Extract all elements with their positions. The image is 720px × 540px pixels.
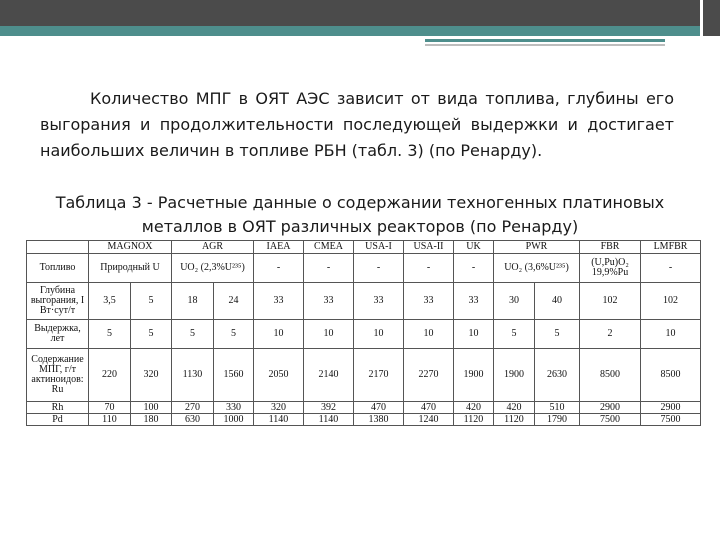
table-row [27, 349, 701, 402]
table-cell: 33 [404, 283, 454, 320]
top-accent-band [0, 26, 720, 36]
row-label: Выдержка, лет [27, 320, 89, 349]
table-cell: 1900 [494, 349, 535, 402]
header-corner [27, 241, 89, 254]
table-cell: 5 [172, 320, 214, 349]
header-cell: LMFBR [641, 241, 701, 254]
header-cell: PWR [494, 241, 580, 254]
header-cell: CMEA [304, 241, 354, 254]
row-label: Топливо [27, 254, 89, 283]
table-cell: 5 [535, 320, 580, 349]
header-cell: USA-II [404, 241, 454, 254]
table-cell: 470 [354, 402, 404, 414]
table-cell: 30 [494, 283, 535, 320]
table-cell: 2170 [354, 349, 404, 402]
table-cell: 2630 [535, 349, 580, 402]
table-cell: 24 [214, 283, 254, 320]
table-cell: 10 [354, 320, 404, 349]
table-cell: 1900 [454, 349, 494, 402]
table-cell: 18 [172, 283, 214, 320]
table-cell: 40 [535, 283, 580, 320]
content-label: Содержание МПГ, г/т актиноидов: [31, 354, 84, 385]
table-cell: - [254, 254, 304, 283]
table-cell: 102 [641, 283, 701, 320]
row-label: Rh [27, 402, 89, 414]
table-cell: 2140 [304, 349, 354, 402]
table-cell: 33 [304, 283, 354, 320]
header-cell: IAEA [254, 241, 304, 254]
table-cell: - [354, 254, 404, 283]
table-cell: UO₂ (2,3%U²³⁵) [172, 254, 254, 283]
table-cell: - [404, 254, 454, 283]
table-row [27, 414, 701, 426]
table-cell: 2050 [254, 349, 304, 402]
decor-line-gray [425, 44, 665, 46]
ru-label: Ru [51, 384, 64, 395]
table-cell: 270 [172, 402, 214, 414]
table-cell: (U,Pu)O₂ 19,9%Pu [580, 254, 641, 283]
table-cell: 320 [131, 349, 172, 402]
table-cell: 5 [89, 320, 131, 349]
table-cell: 102 [580, 283, 641, 320]
table-cell: 1120 [454, 414, 494, 426]
table-cell: 510 [535, 402, 580, 414]
header-cell: AGR [172, 241, 254, 254]
table-cell: 10 [304, 320, 354, 349]
table-cell: 5 [131, 283, 172, 320]
row-label [27, 349, 89, 402]
header-cell: FBR [580, 241, 641, 254]
top-bar [0, 0, 720, 26]
data-table [26, 240, 701, 426]
table-row [27, 283, 701, 320]
header-cell: UK [454, 241, 494, 254]
table-row [27, 320, 701, 349]
table-cell: 5 [214, 320, 254, 349]
table-cell: 320 [254, 402, 304, 414]
table-cell: UO₂ (3,6%U²³⁵) [494, 254, 580, 283]
table-cell: 5 [131, 320, 172, 349]
table-cell: 2 [580, 320, 641, 349]
table-cell: 1140 [304, 414, 354, 426]
table-cell: 2900 [580, 402, 641, 414]
table-cell: 630 [172, 414, 214, 426]
table-cell: 7500 [641, 414, 701, 426]
row-label: Pd [27, 414, 89, 426]
table-cell: 1560 [214, 349, 254, 402]
table-cell: 392 [304, 402, 354, 414]
table-cell: 10 [454, 320, 494, 349]
table-cell: 110 [89, 414, 131, 426]
table-cell: 1140 [254, 414, 304, 426]
corner-decoration [700, 0, 720, 36]
table-cell: 100 [131, 402, 172, 414]
table-cell: 33 [454, 283, 494, 320]
table-cell: 1380 [354, 414, 404, 426]
table-cell: 3,5 [89, 283, 131, 320]
table-cell: 420 [454, 402, 494, 414]
table-cell: - [454, 254, 494, 283]
table-cell: 1790 [535, 414, 580, 426]
table-cell: 1000 [214, 414, 254, 426]
table-caption: Таблица 3 - Расчетные данные о содержании техногенных платиновых металлов в ОЯТ различных реакторов (по Ренарду) [55, 193, 665, 236]
table-cell: 8500 [641, 349, 701, 402]
table-cell: 8500 [580, 349, 641, 402]
table-cell: 5 [494, 320, 535, 349]
table-cell: 1120 [494, 414, 535, 426]
table-cell: 470 [404, 402, 454, 414]
table-cell: 33 [254, 283, 304, 320]
table-cell: 33 [354, 283, 404, 320]
table-cell: 2270 [404, 349, 454, 402]
row-label: Глубина выгорания, I Вт·сут/т [27, 283, 89, 320]
table-cell: 10 [404, 320, 454, 349]
table-cell: 1240 [404, 414, 454, 426]
header-cell: MAGNOX [89, 241, 172, 254]
table-cell: - [641, 254, 701, 283]
table-row [27, 402, 701, 414]
table-cell: 220 [89, 349, 131, 402]
header-cell: USA-I [354, 241, 404, 254]
table-row [27, 254, 701, 283]
table-cell: 330 [214, 402, 254, 414]
table-cell: 1130 [172, 349, 214, 402]
body-paragraph: Количество МПГ в ОЯТ АЭС зависит от вида топлива, глубины его выгорания и продолжительности последующей выдержки и достигает наибольших величин в топливе РБН (табл. 3) (по Ренарду). [40, 89, 674, 160]
table-cell: 10 [254, 320, 304, 349]
table-cell: Природный U [89, 254, 172, 283]
header-row [27, 241, 701, 254]
decor-line-teal [425, 39, 665, 42]
table-cell: 70 [89, 402, 131, 414]
table-cell: 7500 [580, 414, 641, 426]
table-cell: - [304, 254, 354, 283]
table-cell: 10 [641, 320, 701, 349]
table-cell: 180 [131, 414, 172, 426]
table-cell: 420 [494, 402, 535, 414]
table-cell: 2900 [641, 402, 701, 414]
